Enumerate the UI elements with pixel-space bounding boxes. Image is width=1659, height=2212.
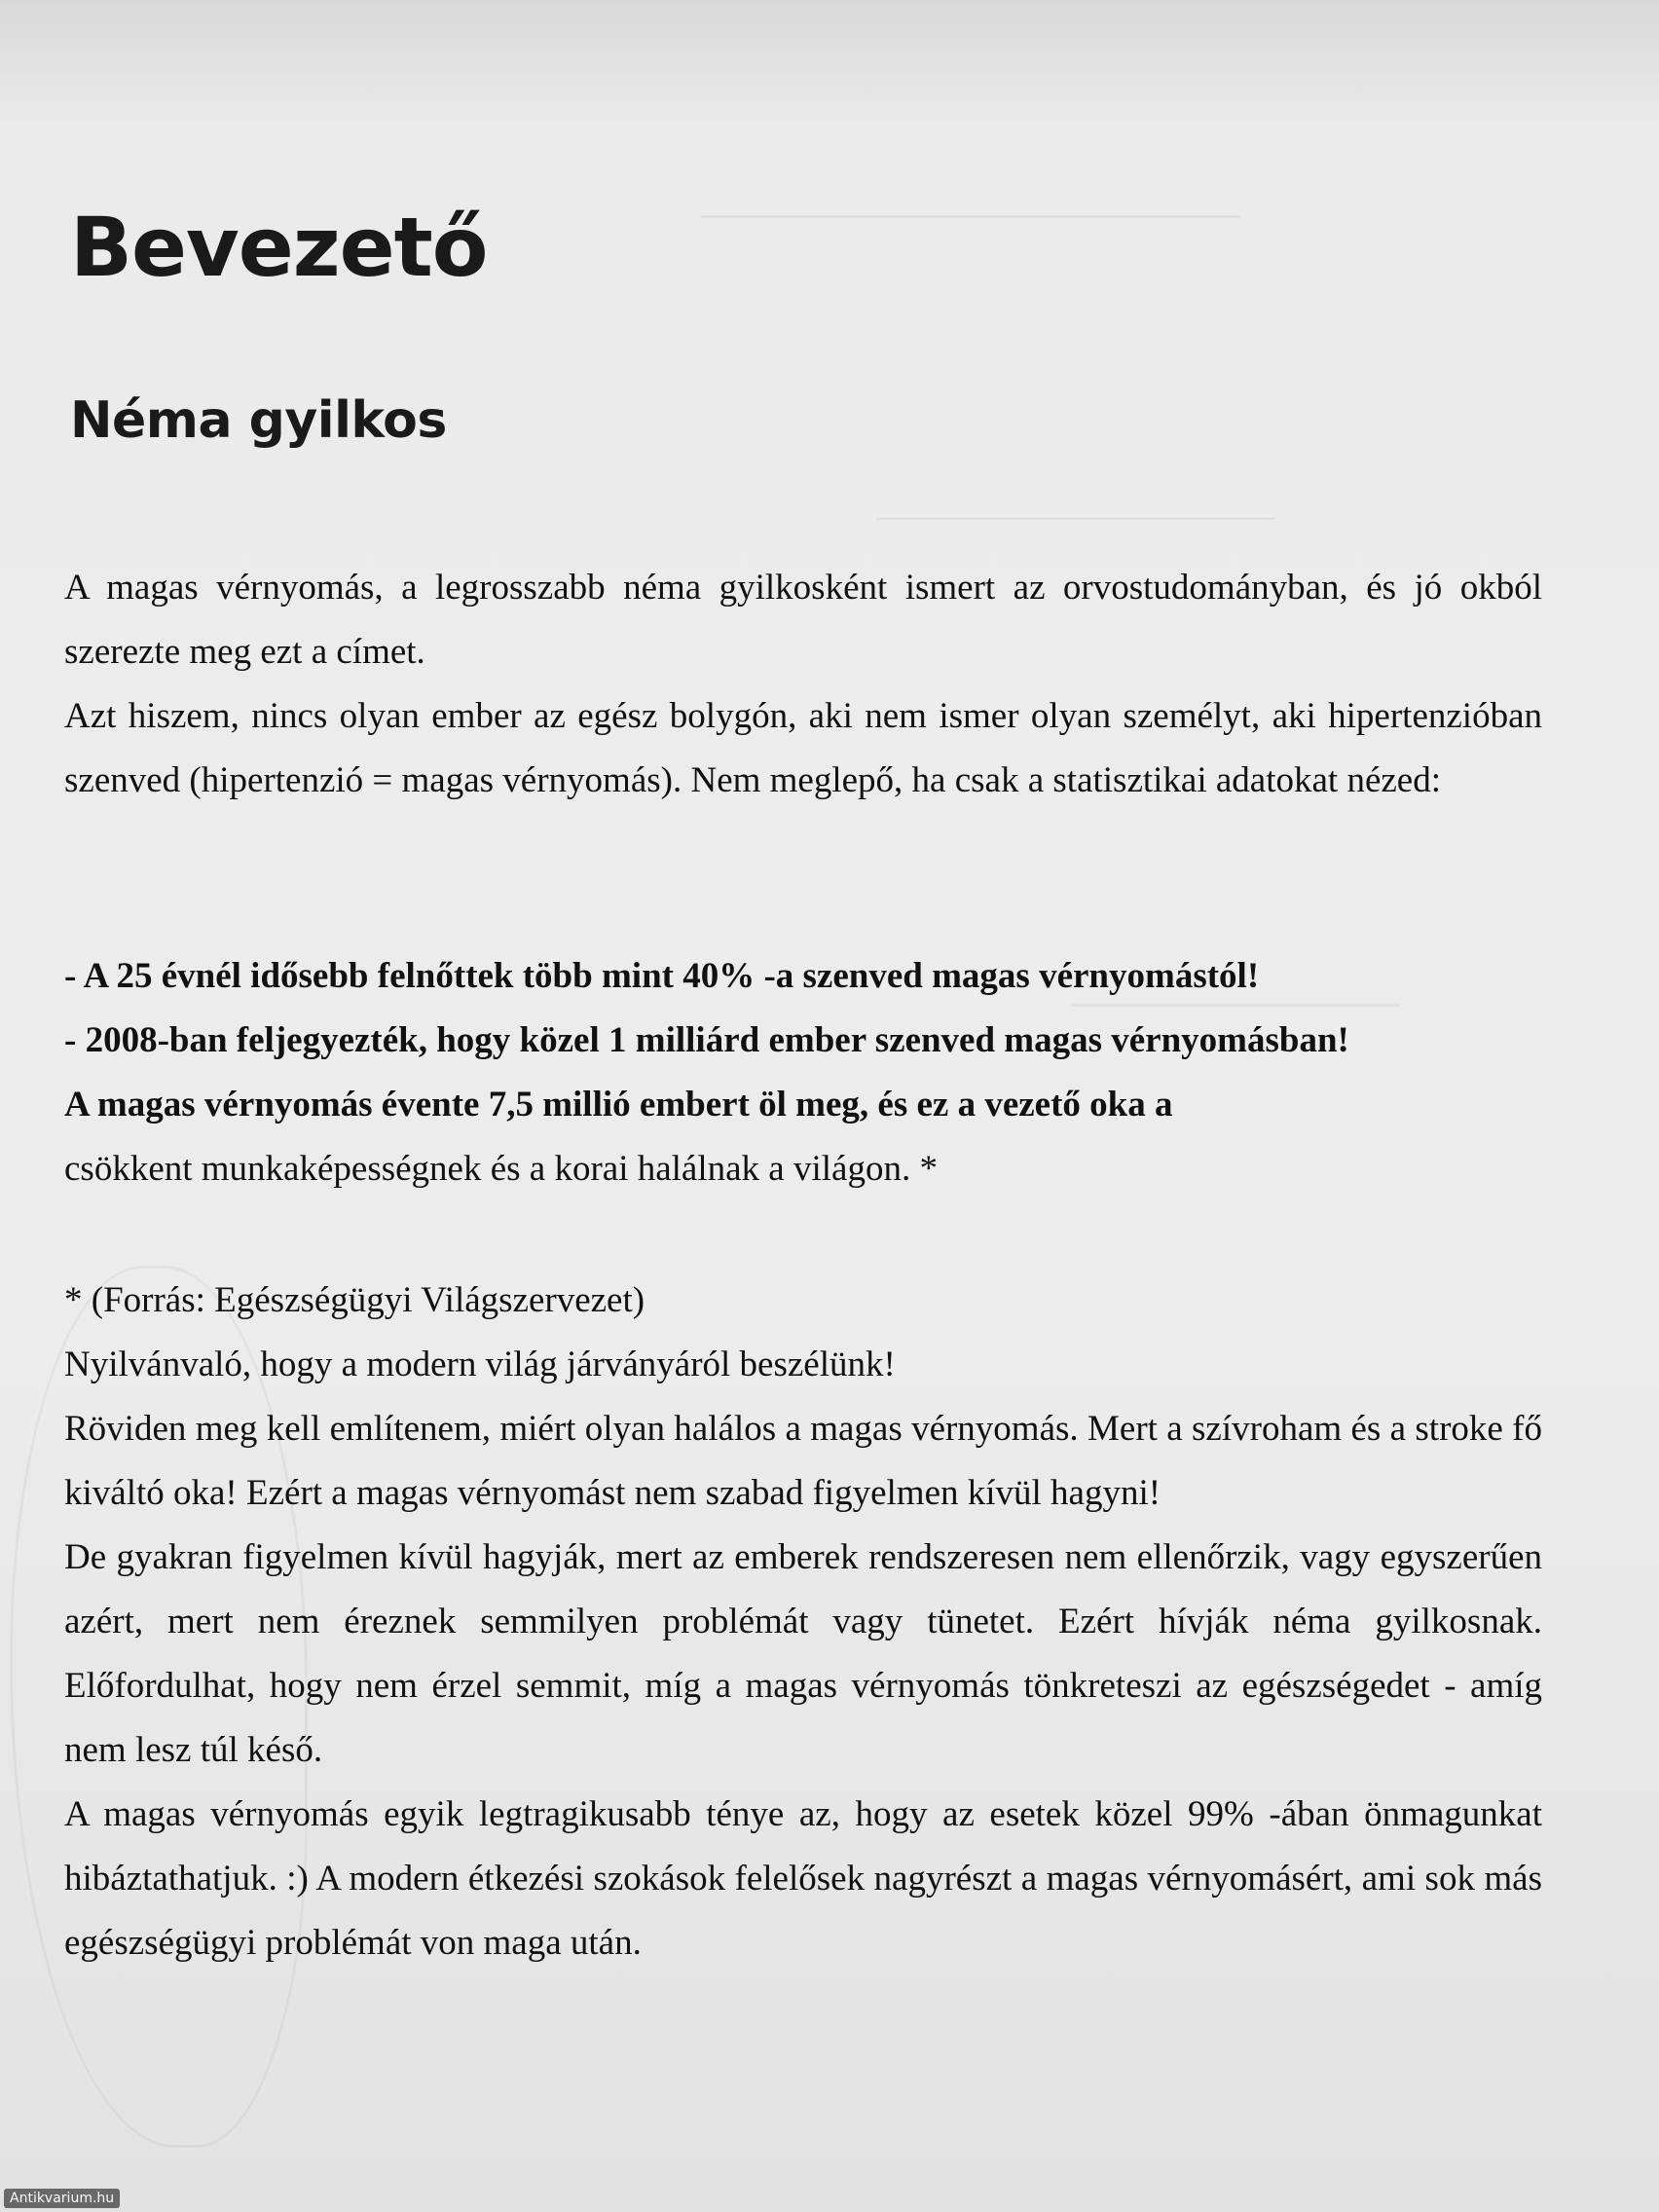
paragraph-5: De gyakran figyelmen kívül hagyják, mert az emberek rendszeresen nem ellenőrzik, vagy egyszerűen azért, mert nem éreznek semmilyen problémát vagy tünetet. Ezért hívják néma gyilkosnak. Előfordulhat, hogy nem érzel semmit, míg a magas vérnyomás tönkreteszi az egészségedet - amíg nem lesz túl késő. [64,1537,1542,1770]
bleed-through-line: ────────────── [1071,987,1400,1023]
stat-line-3-continuation: csökkent munkaképességnek és a korai halálnak a világon. * [64,1149,938,1189]
bleed-through-line: ─────────────────────── [701,199,1241,235]
site-watermark: Antikvarium.hu [4,2189,120,2208]
stat-line-1: - A 25 évnél idősebb felnőttek több mint 40% -a szenved magas vérnyomástól! [64,956,1260,996]
bleed-through-line: ───────────────── [876,500,1275,536]
stat-line-3: A magas vérnyomás évente 7,5 millió embert öl meg, és ez a vezető oka a [64,1085,1173,1124]
paragraph-1: A magas vérnyomás, a legrosszabb néma gyilkosként ismert az orvostudományban, és jó okból szerezte meg ezt a címet. [64,568,1542,672]
intro-block [64,556,1542,813]
chapter-title: Bevezető [70,200,488,295]
paragraph-2: Azt hiszem, nincs olyan ember az egész bolygón, aki nem ismer olyan személyt, aki hipertenzióban szenved (hipertenzió = magas vérnyomás). Nem meglepő, ha csak a statisztikai adatokat nézed: [64,696,1542,800]
stat-line-2: - 2008-ban feljegyezték, hogy közel 1 milliárd ember szenved magas vérnyomásban! [64,1020,1349,1060]
statistics-block [64,944,1542,1201]
paragraph-4: Röviden meg kell említenem, miért olyan halálos a magas vérnyomás. Mert a szívroham és a stroke fő kiváltó oka! Ezért a magas vérnyomást nem szabad figyelmen kívül hagyni! [64,1409,1542,1513]
paragraph-6: A magas vérnyomás egyik legtragikusabb ténye az, hogy az esetek közel 99% -ában önmagunkat hibáztathatjuk. :) A modern étkezési szokások felelősek nagyrészt a magas vérnyomásért, ami sok más egészségügyi problémát von maga után. [64,1794,1542,1963]
section-title: Néma gyilkos [70,391,447,450]
paragraph-3: Nyilvánvaló, hogy a modern világ járványáról beszélünk! [64,1345,896,1384]
main-block [64,1269,1542,1975]
source-note: * (Forrás: Egészségügyi Világszervezet) [64,1280,645,1320]
